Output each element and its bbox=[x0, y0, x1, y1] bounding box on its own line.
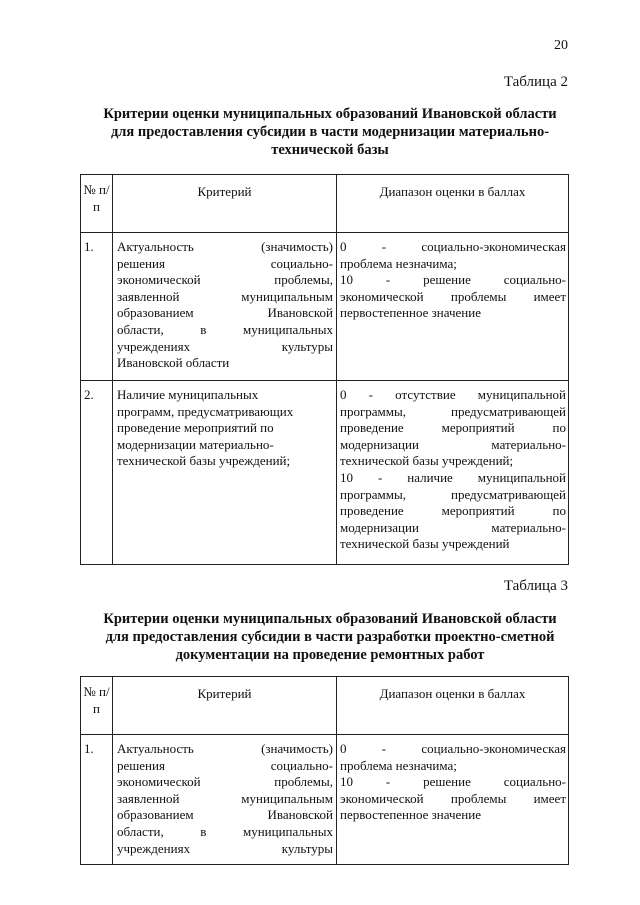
text-line: образованием Ивановской bbox=[117, 807, 333, 823]
text-line: 10 - наличие муниципальной bbox=[340, 469, 566, 485]
text-line: программы, предусматривающей bbox=[340, 403, 566, 419]
title-line: для предоставления субсидии в части разработки проектно-сметной bbox=[105, 629, 555, 645]
text-line: Наличие муниципальных bbox=[117, 387, 259, 402]
text-line: Ивановской области bbox=[117, 355, 230, 371]
text-line: 10 - решение социально- bbox=[340, 774, 566, 790]
text-line: проведение мероприятий по bbox=[340, 503, 566, 519]
table-2-label: Таблица 2 bbox=[503, 74, 568, 90]
text-line: 0 - социально-экономическая bbox=[340, 741, 566, 756]
text-line: модернизации материально- bbox=[340, 436, 566, 452]
text-line: экономической проблемы имеет bbox=[340, 790, 566, 806]
header-num: № п/п bbox=[81, 677, 113, 735]
table-row bbox=[81, 233, 569, 381]
text-line: решения социально- bbox=[117, 255, 333, 271]
table-2-title bbox=[80, 105, 580, 159]
criteria-table-3 bbox=[80, 676, 569, 865]
row-number: 2. bbox=[81, 381, 113, 565]
header-criterion: Критерий bbox=[113, 175, 337, 233]
text-line: учреждениях культуры bbox=[117, 338, 333, 354]
text-line: программы, предусматривающей bbox=[340, 486, 566, 502]
header-range: Диапазон оценки в баллах bbox=[337, 677, 569, 735]
range-cell bbox=[337, 735, 569, 865]
text-line: технической базы учреждений; bbox=[117, 453, 291, 469]
header-num: № п/п bbox=[81, 175, 113, 233]
text-line: области, в муниципальных bbox=[117, 321, 333, 337]
text-line: модернизации материально- bbox=[340, 519, 566, 535]
text-line: первостепенное значение bbox=[340, 305, 481, 321]
text-line: экономической проблемы, bbox=[117, 272, 333, 288]
criterion-cell bbox=[113, 735, 337, 865]
text-line: модернизации материально- bbox=[117, 436, 274, 452]
header-range: Диапазон оценки в баллах bbox=[337, 175, 569, 233]
text-line: Актуальность (значимость) bbox=[117, 741, 333, 756]
text-line: проведение мероприятий по bbox=[340, 420, 566, 436]
table-row bbox=[81, 735, 569, 865]
text-line: технической базы учреждений bbox=[340, 536, 510, 552]
text-line: проблема незначима; bbox=[340, 757, 457, 773]
table-row bbox=[81, 381, 569, 565]
text-line: образованием Ивановской bbox=[117, 305, 333, 321]
title-line: Критерии оценки муниципальных образований Ивановской области bbox=[103, 611, 557, 627]
row-number: 1. bbox=[81, 735, 113, 865]
range-cell bbox=[337, 381, 569, 565]
row-number: 1. bbox=[81, 233, 113, 381]
text-line: 0 - социально-экономическая bbox=[340, 239, 566, 254]
title-line: документации на проведение ремонтных работ bbox=[175, 647, 485, 663]
text-line: решения социально- bbox=[117, 757, 333, 773]
criterion-cell bbox=[113, 381, 337, 565]
text-line: экономической проблемы, bbox=[117, 774, 333, 790]
title-line: Критерии оценки муниципальных образований Ивановской области bbox=[103, 106, 557, 122]
text-line: первостепенное значение bbox=[340, 807, 481, 823]
text-line: программ, предусматривающих bbox=[117, 403, 294, 419]
table-header-row bbox=[81, 175, 569, 233]
table-3-label: Таблица 3 bbox=[503, 578, 568, 594]
page-number: 20 bbox=[554, 38, 568, 53]
criterion-cell bbox=[113, 233, 337, 381]
range-cell bbox=[337, 233, 569, 381]
table-3-title bbox=[80, 610, 580, 664]
title-line: технической базы bbox=[271, 142, 389, 158]
header-criterion: Критерий bbox=[113, 677, 337, 735]
text-line: учреждениях культуры bbox=[117, 840, 333, 856]
text-line: 0 - отсутствие муниципальной bbox=[340, 387, 566, 402]
text-line: проведение мероприятий по bbox=[117, 420, 274, 436]
text-line: заявленной муниципальным bbox=[117, 288, 333, 304]
table-header-row bbox=[81, 677, 569, 735]
text-line: 10 - решение социально- bbox=[340, 272, 566, 288]
criteria-table-2 bbox=[80, 174, 569, 565]
text-line: заявленной муниципальным bbox=[117, 790, 333, 806]
text-line: проблема незначима; bbox=[340, 255, 457, 271]
text-line: Актуальность (значимость) bbox=[117, 239, 333, 254]
text-line: экономической проблемы имеет bbox=[340, 288, 566, 304]
text-line: технической базы учреждений; bbox=[340, 453, 514, 469]
title-line: для предоставления субсидии в части модернизации материально- bbox=[110, 124, 550, 140]
text-line: области, в муниципальных bbox=[117, 823, 333, 839]
